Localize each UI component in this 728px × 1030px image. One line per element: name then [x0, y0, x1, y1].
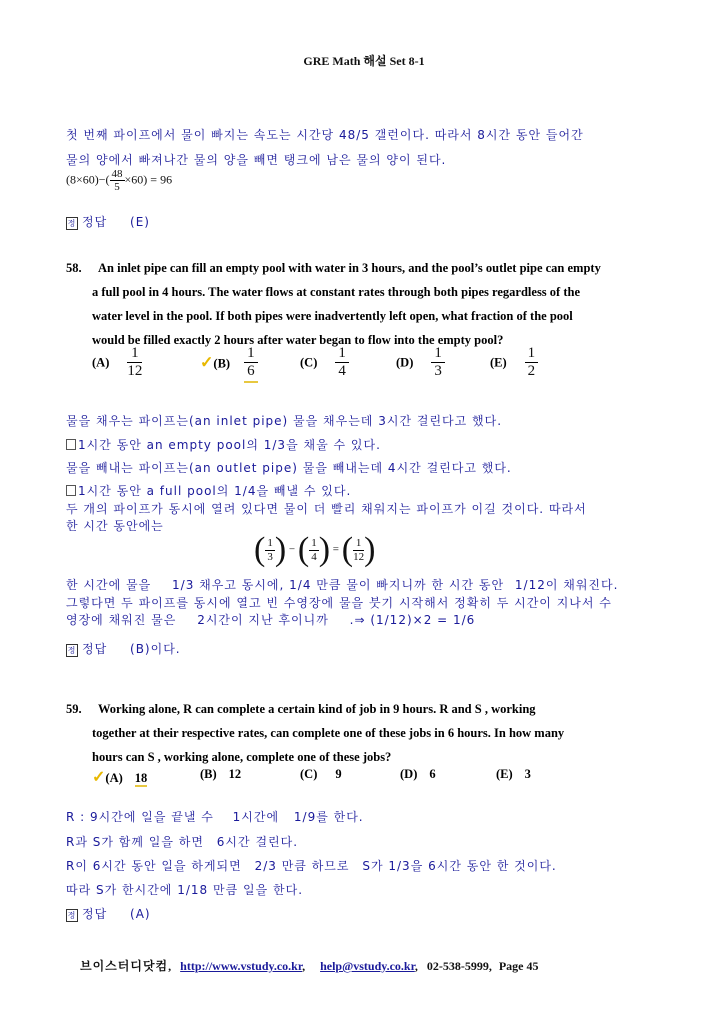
q58-exp-line9: 영장에 채워진 물은 2시간이 지난 후이니까 .⇒ (1/12)×2 = 1/6 [66, 613, 476, 627]
choice-label: (C) [300, 355, 318, 370]
q58-line2: a full pool in 4 hours. The water flows at constant rates through both pipes regardless of the [92, 285, 580, 299]
q58-equation: ( $\frac{1}{3}$) − ( $\frac{1}{4}$) = ( $\frac{1}{12}$) [254, 531, 376, 568]
q59-line2: together at their respective rates, can complete one of these jobs in 6 hours. In how many [92, 726, 565, 740]
choice-label: (A) [92, 355, 110, 370]
checkmark-icon: ✓ [200, 354, 214, 372]
bullet-icon [66, 439, 76, 450]
choice-fraction [244, 345, 258, 383]
answer-icon: 정 [67, 219, 77, 228]
q59-exp-line4: 따라 S가 한시간에 1/18 만큼 일을 한다. [66, 883, 304, 897]
fraction-numerator: 1 [335, 345, 349, 363]
page-header: GRE Math 해설 Set 8-1 [303, 54, 425, 68]
q58-exp-line4: 1시간 동안 a full pool의 1/4을 빼낼 수 있다. [66, 482, 351, 499]
q57-explanation-line2: 물의 양에서 빠져나간 물의 양을 빼면 탱크에 남은 물의 양이 된다. [66, 153, 447, 167]
answer-icon: 정 [67, 646, 77, 655]
choice-label: (E) [490, 355, 507, 370]
fraction-numerator: 1 [127, 345, 142, 363]
choice-fraction [525, 345, 539, 381]
q58-exp-line1: 물을 채우는 파이프는(an inlet pipe) 물을 채우는데 3시간 걸린다고 했다. [66, 414, 503, 428]
bullet-icon [66, 485, 76, 496]
q57-formula-right: ×60) = 96 [124, 172, 173, 187]
q59-answer [66, 905, 151, 922]
answer-label: 정답 [82, 642, 108, 656]
q58-choice-c[interactable] [300, 345, 349, 381]
answer-label: 정답 [82, 907, 108, 921]
answer-value: (A) [130, 907, 151, 921]
q58-number: 58. [66, 261, 82, 275]
choice-label: (D) [396, 355, 414, 370]
checkmark-icon: ✓ [92, 769, 106, 786]
fraction-denominator: 4 [338, 363, 346, 380]
q59-number: 59. [66, 702, 82, 716]
fraction-numerator: 48 [111, 168, 123, 180]
q58-exp-line3: 물을 빼내는 파이프는(an outlet pipe) 물을 빼내는데 4시간 걸린다고 했다. [66, 461, 512, 475]
q57-explanation-line1: 첫 번째 파이프에서 물이 빠지는 속도는 시간당 48/5 갤런이다. 따라서 8시간 동안 들어간 [66, 128, 584, 142]
q59-choice-e[interactable]: (E) 3 [496, 767, 531, 781]
choice-fraction [431, 345, 445, 381]
q58-exp-line6: 한 시간 동안에는 [66, 519, 164, 533]
footer-phone: 02-538-5999, [426, 959, 492, 973]
q58-line1: An inlet pipe can fill an empty pool with water in 3 hours, and the pool’s outlet pipe can empty [98, 261, 601, 275]
q58-exp-line2: 1시간 동안 an empty pool의 1/3을 채울 수 있다. [66, 436, 381, 453]
choice-label: (B) [213, 356, 231, 371]
q59-line1: Working alone, R can complete a certain kind of job in 9 hours. R and S , working [98, 702, 536, 716]
q59-line3: hours can S , working alone, complete one of these jobs? [92, 750, 392, 764]
fraction-denominator: 2 [527, 363, 536, 380]
q59-exp-line3: R이 6시간 동안 일을 하게되면 2/3 만큼 하므로 S가 1/3을 6시간 동안 한 것이다. [66, 859, 557, 873]
q58-choice-a[interactable] [92, 345, 142, 381]
q58-choice-b[interactable] [200, 345, 258, 383]
q58-line3: water level in the pool. If both pipes were inadvertently left open, what fraction of the pool [92, 309, 573, 323]
page-footer: 브이스터디닷컴, http://www.vstudy.co.kr, help@vstudy.co.kr, 02-538-5999, Page 45 [80, 959, 539, 973]
fraction-denominator: 5 [114, 181, 120, 194]
answer-label: 정답 [82, 215, 108, 229]
fraction-numerator: 1 [431, 345, 445, 363]
q58-line4: would be filled exactly 2 hours after water began to flow into the empty pool? [92, 333, 504, 347]
fraction-denominator: 12 [127, 363, 143, 380]
fraction-numerator: 1 [244, 345, 258, 363]
footer-page-number: Page 45 [498, 959, 539, 973]
fraction-denominator: 6 [247, 363, 255, 380]
q58-answer [66, 640, 181, 657]
answer-value: (B)이다. [130, 642, 181, 656]
answer-value: (E) [130, 215, 150, 229]
answer-icon: 정 [67, 911, 77, 920]
choice-fraction [335, 345, 349, 381]
q59-choice-b[interactable]: (B) 12 [200, 767, 242, 781]
choice-fraction [127, 345, 142, 381]
footer-website-link[interactable]: http://www.vstudy.co.kr [180, 959, 303, 973]
q57-formula-left: (8×60)−( [66, 172, 110, 187]
q57-formula-fraction [110, 168, 125, 193]
q58-choice-d[interactable] [396, 345, 445, 381]
q59-exp-line1: R : 9시간에 일을 끝낼 수 1시간에 1/9를 한다. [66, 810, 364, 824]
footer-email-link[interactable]: help@vstudy.co.kr [320, 959, 415, 973]
q59-choice-a[interactable]: ✓(A) 18 [92, 769, 148, 786]
q58-exp-line7: 한 시간에 물을 1/3 채우고 동시에, 1/4 만큼 물이 빠지니까 한 시간 동안 1/12이 채워진다. [66, 578, 619, 592]
q57-formula [66, 168, 172, 193]
footer-company: 브이스터디닷컴 [80, 959, 169, 973]
q58-exp-line5: 두 개의 파이프가 동시에 열려 있다면 물이 더 빨리 채워지는 파이프가 이길 것이다. 따라서 [66, 502, 587, 516]
fraction-denominator: 3 [434, 363, 442, 380]
q58-choice-e[interactable] [490, 345, 538, 381]
q59-choice-c[interactable]: (C) 9 [300, 767, 342, 781]
q58-exp-line8: 그렇다면 두 파이프를 동시에 열고 빈 수영장에 물을 붓기 시작해서 정확히 두 시간이 지나서 수 [66, 596, 612, 610]
q59-exp-line2: R과 S가 함께 일을 하면 6시간 걸린다. [66, 835, 299, 849]
q57-answer [66, 213, 150, 230]
q59-choice-d[interactable]: (D) 6 [400, 767, 436, 781]
fraction-numerator: 1 [525, 345, 539, 363]
